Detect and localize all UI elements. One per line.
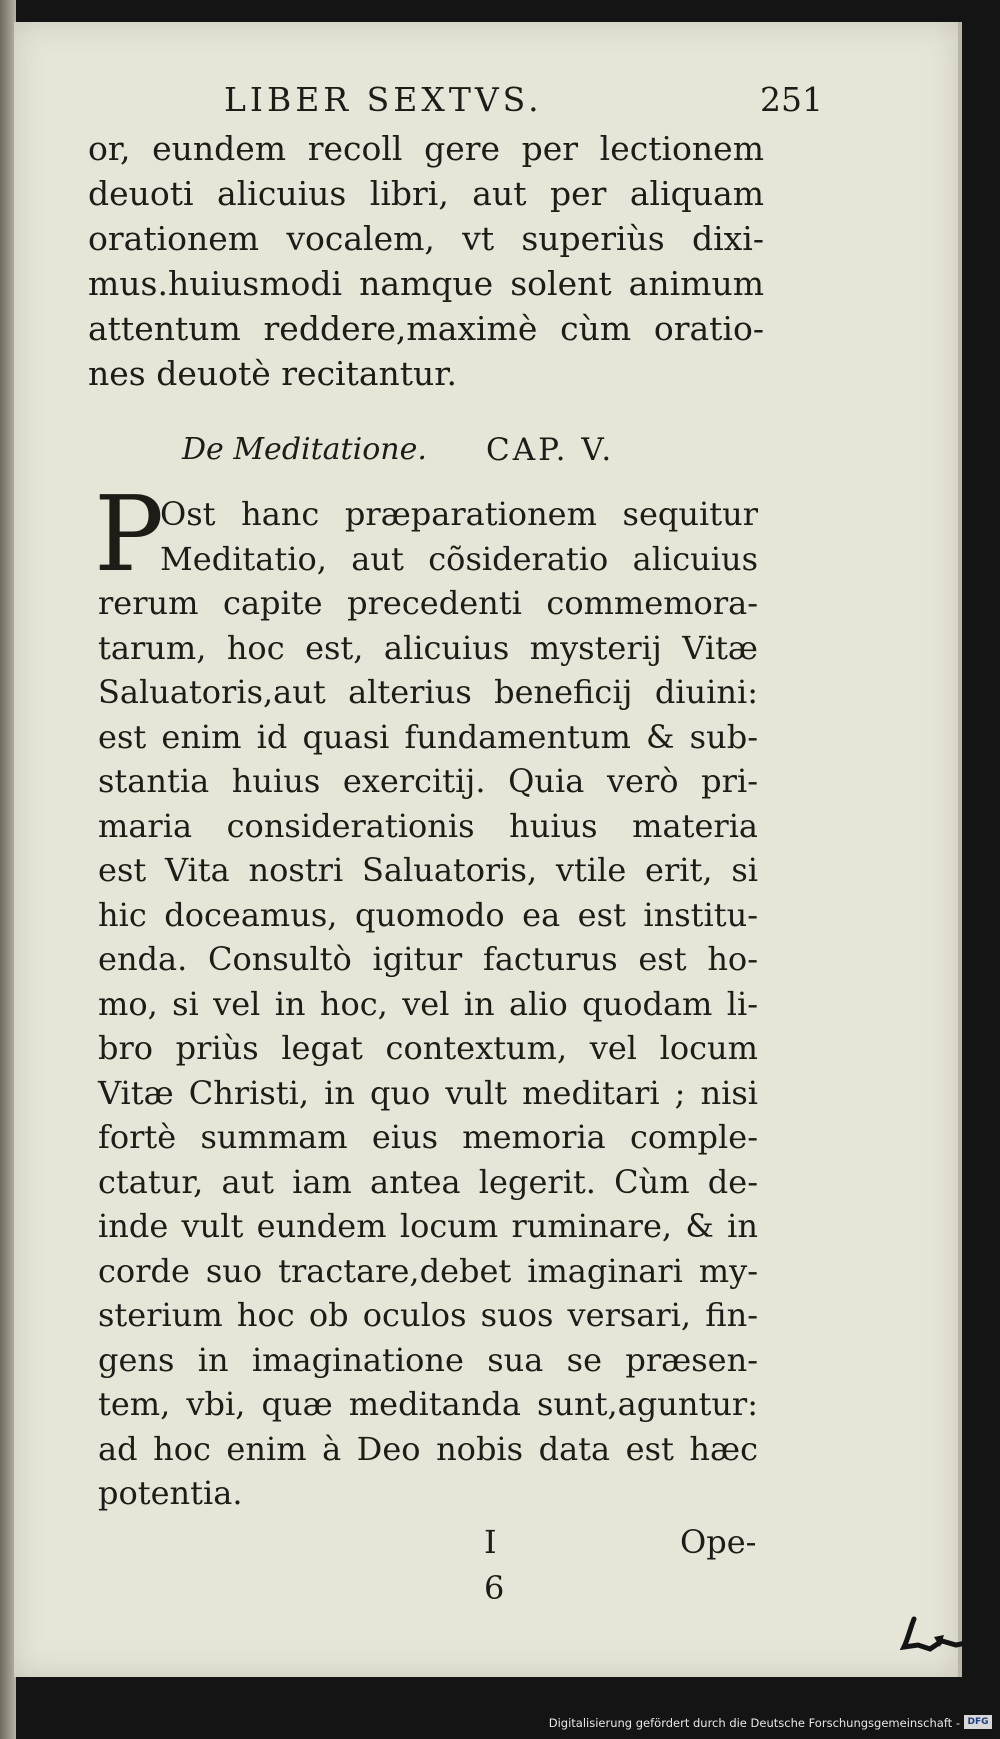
text-line: Saluatoris,aut alterius beneficij diuini: <box>98 673 758 711</box>
catchword: Ope- <box>680 1523 757 1561</box>
text-line: or, eundem recoll gere per lectionem <box>88 129 764 168</box>
text-line: est enim id quasi fundamentum & sub- <box>98 717 758 756</box>
text-line: stantia huius exercitij. Quia verò pri- <box>98 762 758 800</box>
text-line: enda. Consultò igitur facturus est ho- <box>98 940 758 978</box>
text-line: mus.huiusmodi namque solent animum <box>88 264 764 303</box>
text-line: ctatur, aut iam antea legerit. Cùm de- <box>98 1162 758 1201</box>
book-page <box>14 22 962 1677</box>
text-line: deuoti alicuius libri, aut per aliquam <box>88 174 764 213</box>
text-line: Meditatio, aut cõsideratio alicuius <box>160 539 758 578</box>
text-line: potentia. <box>98 1474 243 1512</box>
chapter-title: De Meditatione. <box>182 432 427 467</box>
digitization-credit: Digitalisierung gefördert durch die Deutsche Forschungsgemeinschaft - <box>548 1716 960 1730</box>
footer-bar <box>0 1710 1000 1739</box>
drop-cap-initial: P <box>94 473 164 595</box>
text-line: Ost hanc præparationem sequitur <box>160 495 758 533</box>
text-line: attentum reddere,maximè cùm oratio- <box>88 309 764 348</box>
text-line: nes deuotè recitantur. <box>88 354 457 393</box>
text-line: Vitæ Christi, in quo vult meditari ; nisi <box>98 1073 758 1112</box>
paragraph-continuation <box>88 126 764 396</box>
text-line: corde suo tractare,debet imaginari my- <box>98 1251 758 1290</box>
text-line: maria considerationis huius materia <box>98 806 758 845</box>
running-head: LIBER SEXTVS. <box>224 80 543 119</box>
text-line: mo, si vel in hoc, vel in alio quodam li- <box>98 984 758 1023</box>
text-line: rerum capite precedenti commemora- <box>98 584 758 622</box>
text-line: tem, vbi, quæ meditanda sunt,aguntur: <box>98 1385 758 1423</box>
chapter-number: CAP. V. <box>486 432 615 468</box>
text-line: est Vita nostri Saluatoris, vtile erit, si <box>98 851 758 889</box>
text-line: gens in imaginatione sua se præsen- <box>98 1340 758 1379</box>
text-line: fortè summam eius memoria comple- <box>98 1118 758 1156</box>
dfg-logo: DFG <box>964 1715 992 1729</box>
text-line: sterium hoc ob oculos suos versari, fin- <box>98 1296 758 1334</box>
text-line: tarum, hoc est, alicuius mysterij Vitæ <box>98 628 758 667</box>
page-number: 251 <box>760 80 823 119</box>
text-line: bro priùs legat contextum, vel locum <box>98 1029 758 1067</box>
text-line: inde vult eundem locum ruminare, & in <box>98 1207 758 1245</box>
ink-mark-icon <box>900 1615 970 1655</box>
signature-mark: I 6 <box>484 1523 519 1607</box>
text-line: ad hoc enim à Deo nobis data est hæc <box>98 1429 758 1468</box>
text-line: hic doceamus, quomodo ea est institu- <box>98 895 758 934</box>
chapter-body <box>98 492 758 1516</box>
text-line: orationem vocalem, vt superiùs dixi- <box>88 219 764 258</box>
